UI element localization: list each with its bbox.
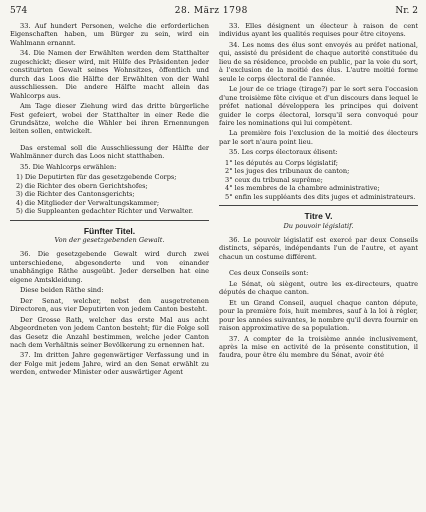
list-item: 3) die Richter des Cantonsgerichts; <box>16 190 135 199</box>
paragraph-35: 35. Les corps électoraux élisent: <box>229 148 338 157</box>
paragraph-34c: La première fois l'exclusion de la moitié des électeurs par le sort n'aura point lieu. <box>219 129 418 146</box>
paragraph-36: 36. Die gesetzgebende Gewalt wird durch zwei unterschiedene, abgesonderte und von einander unabhängige Räthe ausgeübt. Jeder derselben hat eine eigene Amtskleidung. <box>10 250 209 284</box>
section-title: Fünfter Titel. <box>83 225 136 236</box>
electors-list <box>219 159 418 201</box>
paragraph-33: 33. Auf hundert Personen, welche die erforderlichen Eigenschaften haben, um Bürger zu sein, wird ein Wahlmann ernannt. <box>10 22 209 47</box>
list-item: 1° les députés au Corps législatif; <box>225 158 339 167</box>
list-item: 1) Die Deputirten für das gesetzgebende Corps; <box>16 173 177 182</box>
paragraph-34: 34. Les noms des élus sont envoyés au préfet national, qui, assisté du président de chaque autorité constituée du lieu de sa résidence, procède en public, par la voie du sort, à l'exclusion de la moitié des élus. L'autre moitié forme seule le corps électoral de l'année. <box>219 40 418 83</box>
paragraph-36c: Le Sénat, où siègent, outre les ex-directeurs, quatre députés de chaque canton. <box>219 279 418 297</box>
electors-list <box>10 173 209 215</box>
page-date: 28. März 1798 <box>174 6 248 16</box>
page-number: 574 <box>10 6 28 16</box>
paragraph-36d: Et un Grand Conseil, auquel chaque canton députe, pour la première fois, huit membres, sauf à la loi à régler, pour les années suivantes, le nombre qu'il devra fournir en raison approximative de sa population. <box>219 298 418 333</box>
paragraph-36b: Ces deux Conseils sont: <box>229 269 309 278</box>
paragraph-34: 34. Die Namen der Erwählten werden dem Statthalter zugeschickt; dieser wird, mit Hülfe des Präsidenten jeder constituirten Gewalt seines Wohnsitzes, öffentlich und durch das Loos die Hälfte der Erwählten von der Wahl ausschliessen. Die andere Hälfte macht allein das Wahlcorps aus. <box>10 49 209 100</box>
section-title: Titre V. <box>304 211 333 222</box>
list-item: 4° les membres de la chambre administrative; <box>225 184 380 193</box>
divider <box>10 220 209 221</box>
divider <box>219 205 418 206</box>
paragraph-37: 37. A compter de la troisième année inclusivement, après la mise en activité de la présente constitution, il faudra, pour être élu membre du Sénat, avoir été <box>219 334 418 360</box>
paragraph-36b: Diese beiden Räthe sind: <box>20 286 104 295</box>
list-item: 2° les juges des tribunaux de canton; <box>225 167 350 176</box>
paragraph-34c: Das erstemal soll die Ausschliessung der Hälfte der Wahlmänner durch das Loos nicht statthaben. <box>10 143 209 161</box>
paragraph-34b: Am Tage dieser Ziehung wird das dritte bürgerliche Fest gefeiert, wobei der Statthalter in einer Rede die Grundsätze, welche die Wähler bei ihren Ernennungen leiten sollen, entwickelt. <box>10 102 209 136</box>
paragraph-36: 36. Le pouvoir législatif est exercé par deux Conseils distincts, séparés, indépendants l'un de l'autre, et ayant chacun un costume différent. <box>219 235 418 261</box>
german-column <box>10 22 209 379</box>
section-subtitle: Von der gesetzgebenden Gewalt. <box>54 235 165 244</box>
french-column <box>219 22 418 379</box>
page-header <box>10 6 418 20</box>
paragraph-37: 37. Im dritten Jahre gegenwärtiger Verfassung und in der Folge mit jedem Jahre, wird an den Senat erwählt zu werden, entweder Minister oder auswärtiger Agent <box>10 351 209 377</box>
paragraph-36d: Der Grosse Rath, welcher das erste Mal aus acht Abgeordneten von jedem Canton besteht; für die Folge soll das Gesetz die Anzahl bestimmen, welche jeder Canton nach dem Verhältnis seiner Bevölkerung zu ernennen hat. <box>10 315 209 349</box>
issue-number: Nr. 2 <box>395 6 418 16</box>
list-item: 4) die Mitglieder der Verwaltungskammer; <box>16 198 160 207</box>
paragraph-35: 35. Die Wahlcorps erwählen: <box>20 162 117 171</box>
section-subtitle: Du pouvoir législatif. <box>283 221 354 230</box>
paragraph-33: 33. Elles désignent un électeur à raison de cent individus ayant les qualités requises pour être citoyens. <box>219 22 418 39</box>
list-item: 5) die Suppleanten gedachter Richter und Verwalter. <box>16 207 194 216</box>
list-item: 2) die Richter des obern Gerichtshofes; <box>16 181 148 190</box>
paragraph-34b: Le jour de ce triage (tirage?) par le sort sera l'occasion d'une troisième fête civique et d'un discours dans lequel le préfet national développera les principes qui doivent guider le corps électoral, lorsqu'il sera convoqué pour faire les nominations qui lui compètent. <box>219 85 418 127</box>
list-item: 5° enfin les suppléants des dits juges et administrateurs. <box>225 192 416 201</box>
list-item: 3° ceux du tribunal suprême; <box>225 175 323 184</box>
paragraph-36c: Der Senat, welcher, nebst den ausgetretenen Directoren, aus vier Deputirten von jedem Canton besteht. <box>10 296 209 314</box>
